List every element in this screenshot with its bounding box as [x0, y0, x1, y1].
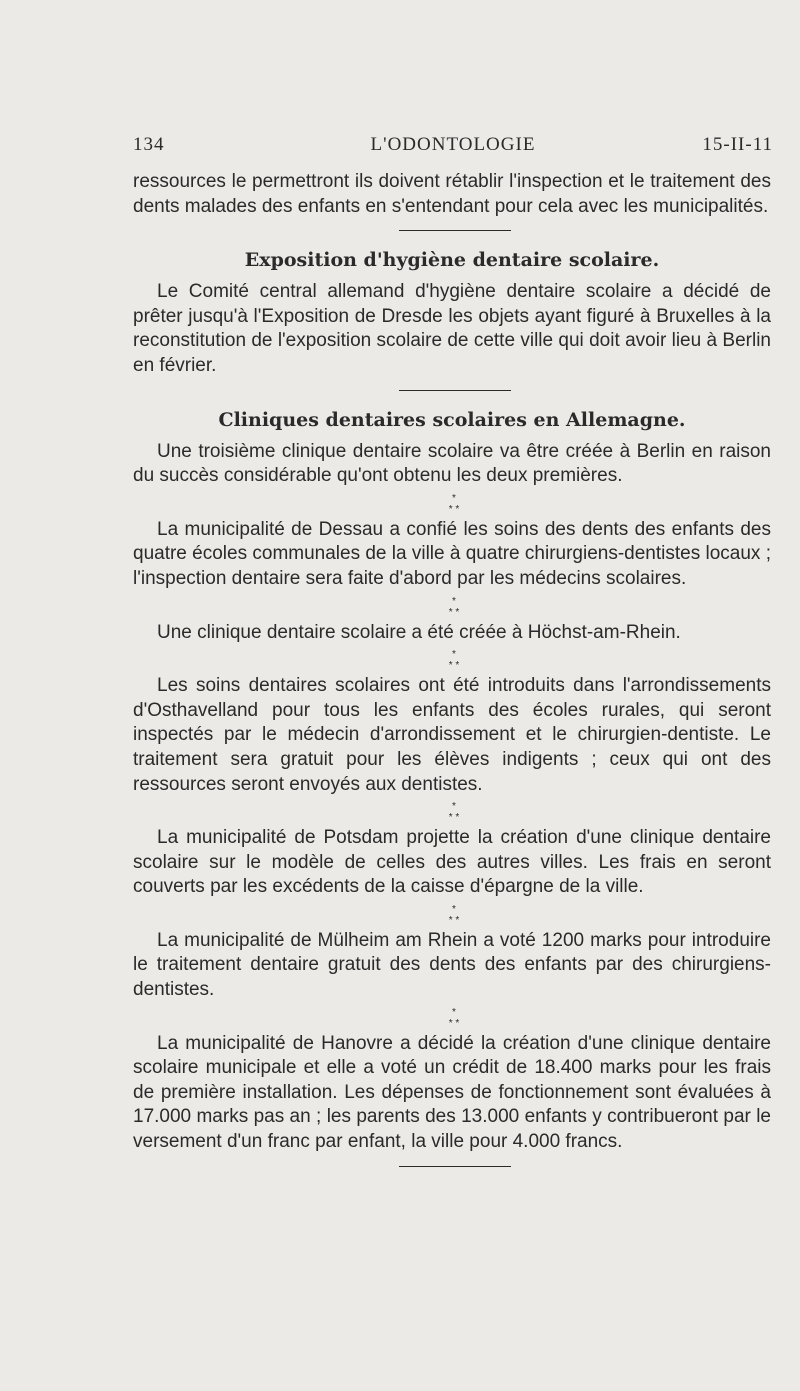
paragraph-osthavelland: Les soins dentaires scolaires ont été introduits dans l'arrondissements d'Osthavelland pour tous les enfants des écoles rurales, qui seront inspectés par le médecin d'arrondissement et le chirurgien-dentiste. Le traitement sera gratuit pour les élèves indigents ; ceux qui ont des ressources seront envoyés aux dentistes.	[133, 675, 771, 795]
section-divider	[399, 230, 511, 231]
section-divider	[399, 390, 511, 391]
paragraph-exposition: Le Comité central allemand d'hygiène dentaire scolaire a décidé de prêter jusqu'à l'Exposition de Dresde les objets ayant figuré à Bruxelles à la reconstitution de l'exposition scolaire de cette ville qui doit avoir lieu à Berlin en février.	[133, 281, 771, 376]
paragraph-dessau: La municipalité de Dessau a confié les soins des dents des enfants des quatre écoles communales de la ville à quatre chirurgiens-dentistes locaux ; l'inspection dentaire sera faite d'abord par les médecins scolaires.	[133, 518, 771, 589]
intro-paragraph: ressources le permettront ils doivent rétablir l'inspection et le traitement des dents malades des enfants en s'entendant pour cela avec les municipalités.	[133, 171, 771, 217]
issue-date: 15-II-11	[702, 134, 773, 155]
asterism-divider: * * *	[448, 492, 460, 515]
section-title-exposition: Exposition d'hygiène dentaire scolaire.	[244, 249, 660, 272]
paragraph-berlin: Une troisième clinique dentaire scolaire va être créée à Berlin en raison du succès considérable qu'ont obtenu les deux premières.	[133, 440, 771, 487]
journal-title: L'ODONTOLOGIE	[370, 134, 536, 155]
end-divider	[399, 1166, 511, 1167]
article-body	[133, 170, 771, 1184]
paragraph-hanovre: La municipalité de Hanovre a décidé la création d'une clinique dentaire scolaire municipale et elle a voté un crédit de 18.400 marks pour les frais de première installation. Les dépenses de fonctionnement sont évaluées à 17.000 marks pas an ; les parents des 13.000 enfants y contribueront par le versement d'un franc par enfant, la ville pour 4.000 francs.	[133, 1032, 771, 1153]
asterism-divider: * * *	[448, 1006, 460, 1029]
paragraph-hochst: Une clinique dentaire scolaire a été créée à Höchst-am-Rhein.	[157, 621, 681, 643]
running-header	[133, 134, 773, 162]
asterism-divider: * * *	[448, 595, 460, 618]
paragraph-potsdam: La municipalité de Potsdam projette la création d'une clinique dentaire scolaire sur le modèle de celles des autres villes. Les frais en seront couverts par les excédents de la caisse d'épargne de la ville.	[133, 827, 771, 898]
asterism-divider: * * *	[448, 649, 460, 672]
section-title-cliniques: Cliniques dentaires scolaires en Allemagne.	[218, 408, 686, 431]
asterism-divider: * * *	[448, 903, 460, 926]
page-number: 134	[133, 134, 165, 155]
asterism-divider: * * *	[448, 801, 460, 824]
paragraph-mulheim: La municipalité de Mülheim am Rhein a voté 1200 marks pour introduire le traitement dentaire gratuit des dents des enfants par des chirurgiens-dentistes.	[133, 929, 771, 1001]
